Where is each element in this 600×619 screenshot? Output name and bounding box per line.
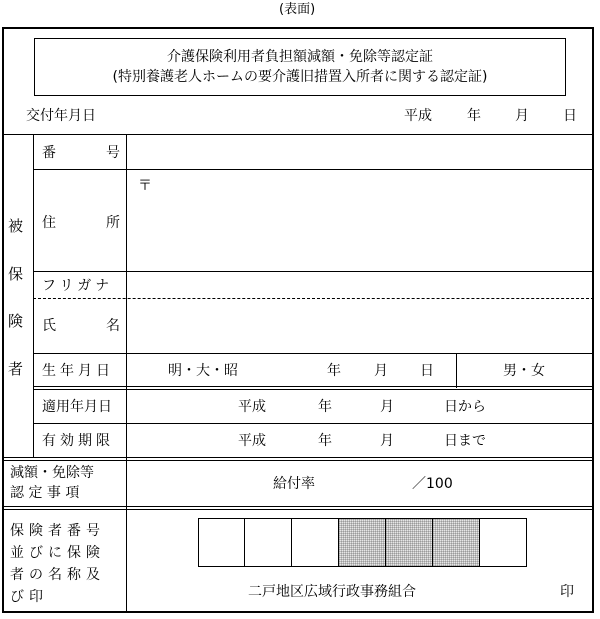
number-label-2: 号 (106, 145, 120, 161)
address-label-2: 所 (106, 215, 120, 231)
insurer-number-box-1[interactable] (198, 518, 245, 567)
birth-label: 生年月日 (42, 363, 114, 379)
rule-below-birth-b (33, 389, 594, 390)
reduction-label-line-2: 認 定 事 項 (10, 485, 80, 501)
insurer-number-box-3[interactable] (291, 518, 339, 567)
rule-below-name (33, 353, 594, 354)
issue-era: 平成 (404, 108, 432, 124)
postal-mark: 〒 (138, 178, 152, 194)
insurer-label-line-3: 者の名称及 (10, 567, 105, 583)
insurer-number-box-6 (432, 518, 480, 567)
label-column-divider (126, 134, 127, 613)
sex-options: 男・女 (503, 363, 545, 379)
rule-below-number (33, 169, 594, 170)
benefit-rate-label: 給付率 (273, 476, 315, 492)
insurer-seal: 印 (560, 584, 574, 600)
apply-year-unit: 年 (318, 399, 332, 415)
rule-below-reduction-a (4, 506, 594, 507)
rule-below-valid-b (4, 460, 594, 461)
reduction-label-line-1: 減額・免除等 (10, 465, 94, 481)
apply-era: 平成 (238, 399, 266, 415)
insured-group-divider (33, 134, 34, 457)
rule-below-issue (4, 134, 594, 135)
name-label-1: 氏 (42, 318, 56, 334)
insurer-label-line-1: 保険者番号 (10, 523, 105, 539)
issue-month-unit: 月 (515, 108, 529, 124)
insurer-name: 二戸地区広域行政事務組合 (248, 584, 416, 600)
valid-label: 有効期限 (42, 433, 114, 449)
issue-day-unit: 日 (563, 108, 577, 124)
rule-below-reduction-b (4, 509, 594, 510)
birth-sex-divider (456, 353, 457, 388)
insured-char-4: 者 (8, 360, 24, 378)
address-label-1: 住 (42, 215, 56, 231)
insurer-label-line-2: 並びに保険 (10, 545, 105, 561)
insured-char-3: 険 (8, 312, 24, 330)
insurer-label-line-4: び印 (10, 589, 48, 605)
benefit-rate-value: ／100 (412, 476, 453, 492)
insurer-number-box-7[interactable] (479, 518, 527, 567)
rule-below-valid-a (4, 457, 594, 458)
apply-month-unit: 月 (380, 399, 394, 415)
birth-year-unit: 年 (327, 363, 341, 379)
birth-eras: 明・大・昭 (168, 363, 238, 379)
insured-char-2: 保 (8, 265, 24, 283)
insured-char-1: 被 (8, 217, 24, 235)
apply-label: 適用年月日 (42, 399, 112, 415)
issue-date-label: 交付年月日 (26, 108, 96, 124)
rule-below-birth-a (33, 386, 594, 387)
insurer-number-box-5 (385, 518, 433, 567)
rule-below-address (33, 271, 594, 272)
valid-day-suffix: 日まで (444, 433, 486, 449)
title-line-2: (特別養護老人ホームの要介護旧措置入所者に関する認定証) (112, 69, 488, 85)
rule-below-apply (33, 423, 594, 424)
title-line-1: 介護保険利用者負担額減額・免除等認定証 (167, 49, 433, 65)
birth-month-unit: 月 (374, 363, 388, 379)
valid-year-unit: 年 (318, 433, 332, 449)
furigana-label: フリガナ (42, 278, 114, 294)
name-label-2: 名 (106, 318, 120, 334)
valid-era: 平成 (238, 433, 266, 449)
insurer-number-box-4 (338, 518, 386, 567)
issue-year-unit: 年 (467, 108, 481, 124)
valid-month-unit: 月 (380, 433, 394, 449)
side-label: (表面) (279, 2, 316, 17)
insurer-number-box-2[interactable] (244, 518, 292, 567)
furigana-dashed-rule (33, 298, 594, 299)
birth-day-unit: 日 (420, 363, 434, 379)
apply-day-suffix: 日から (444, 399, 486, 415)
number-label-1: 番 (42, 145, 56, 161)
title-box (34, 38, 566, 96)
